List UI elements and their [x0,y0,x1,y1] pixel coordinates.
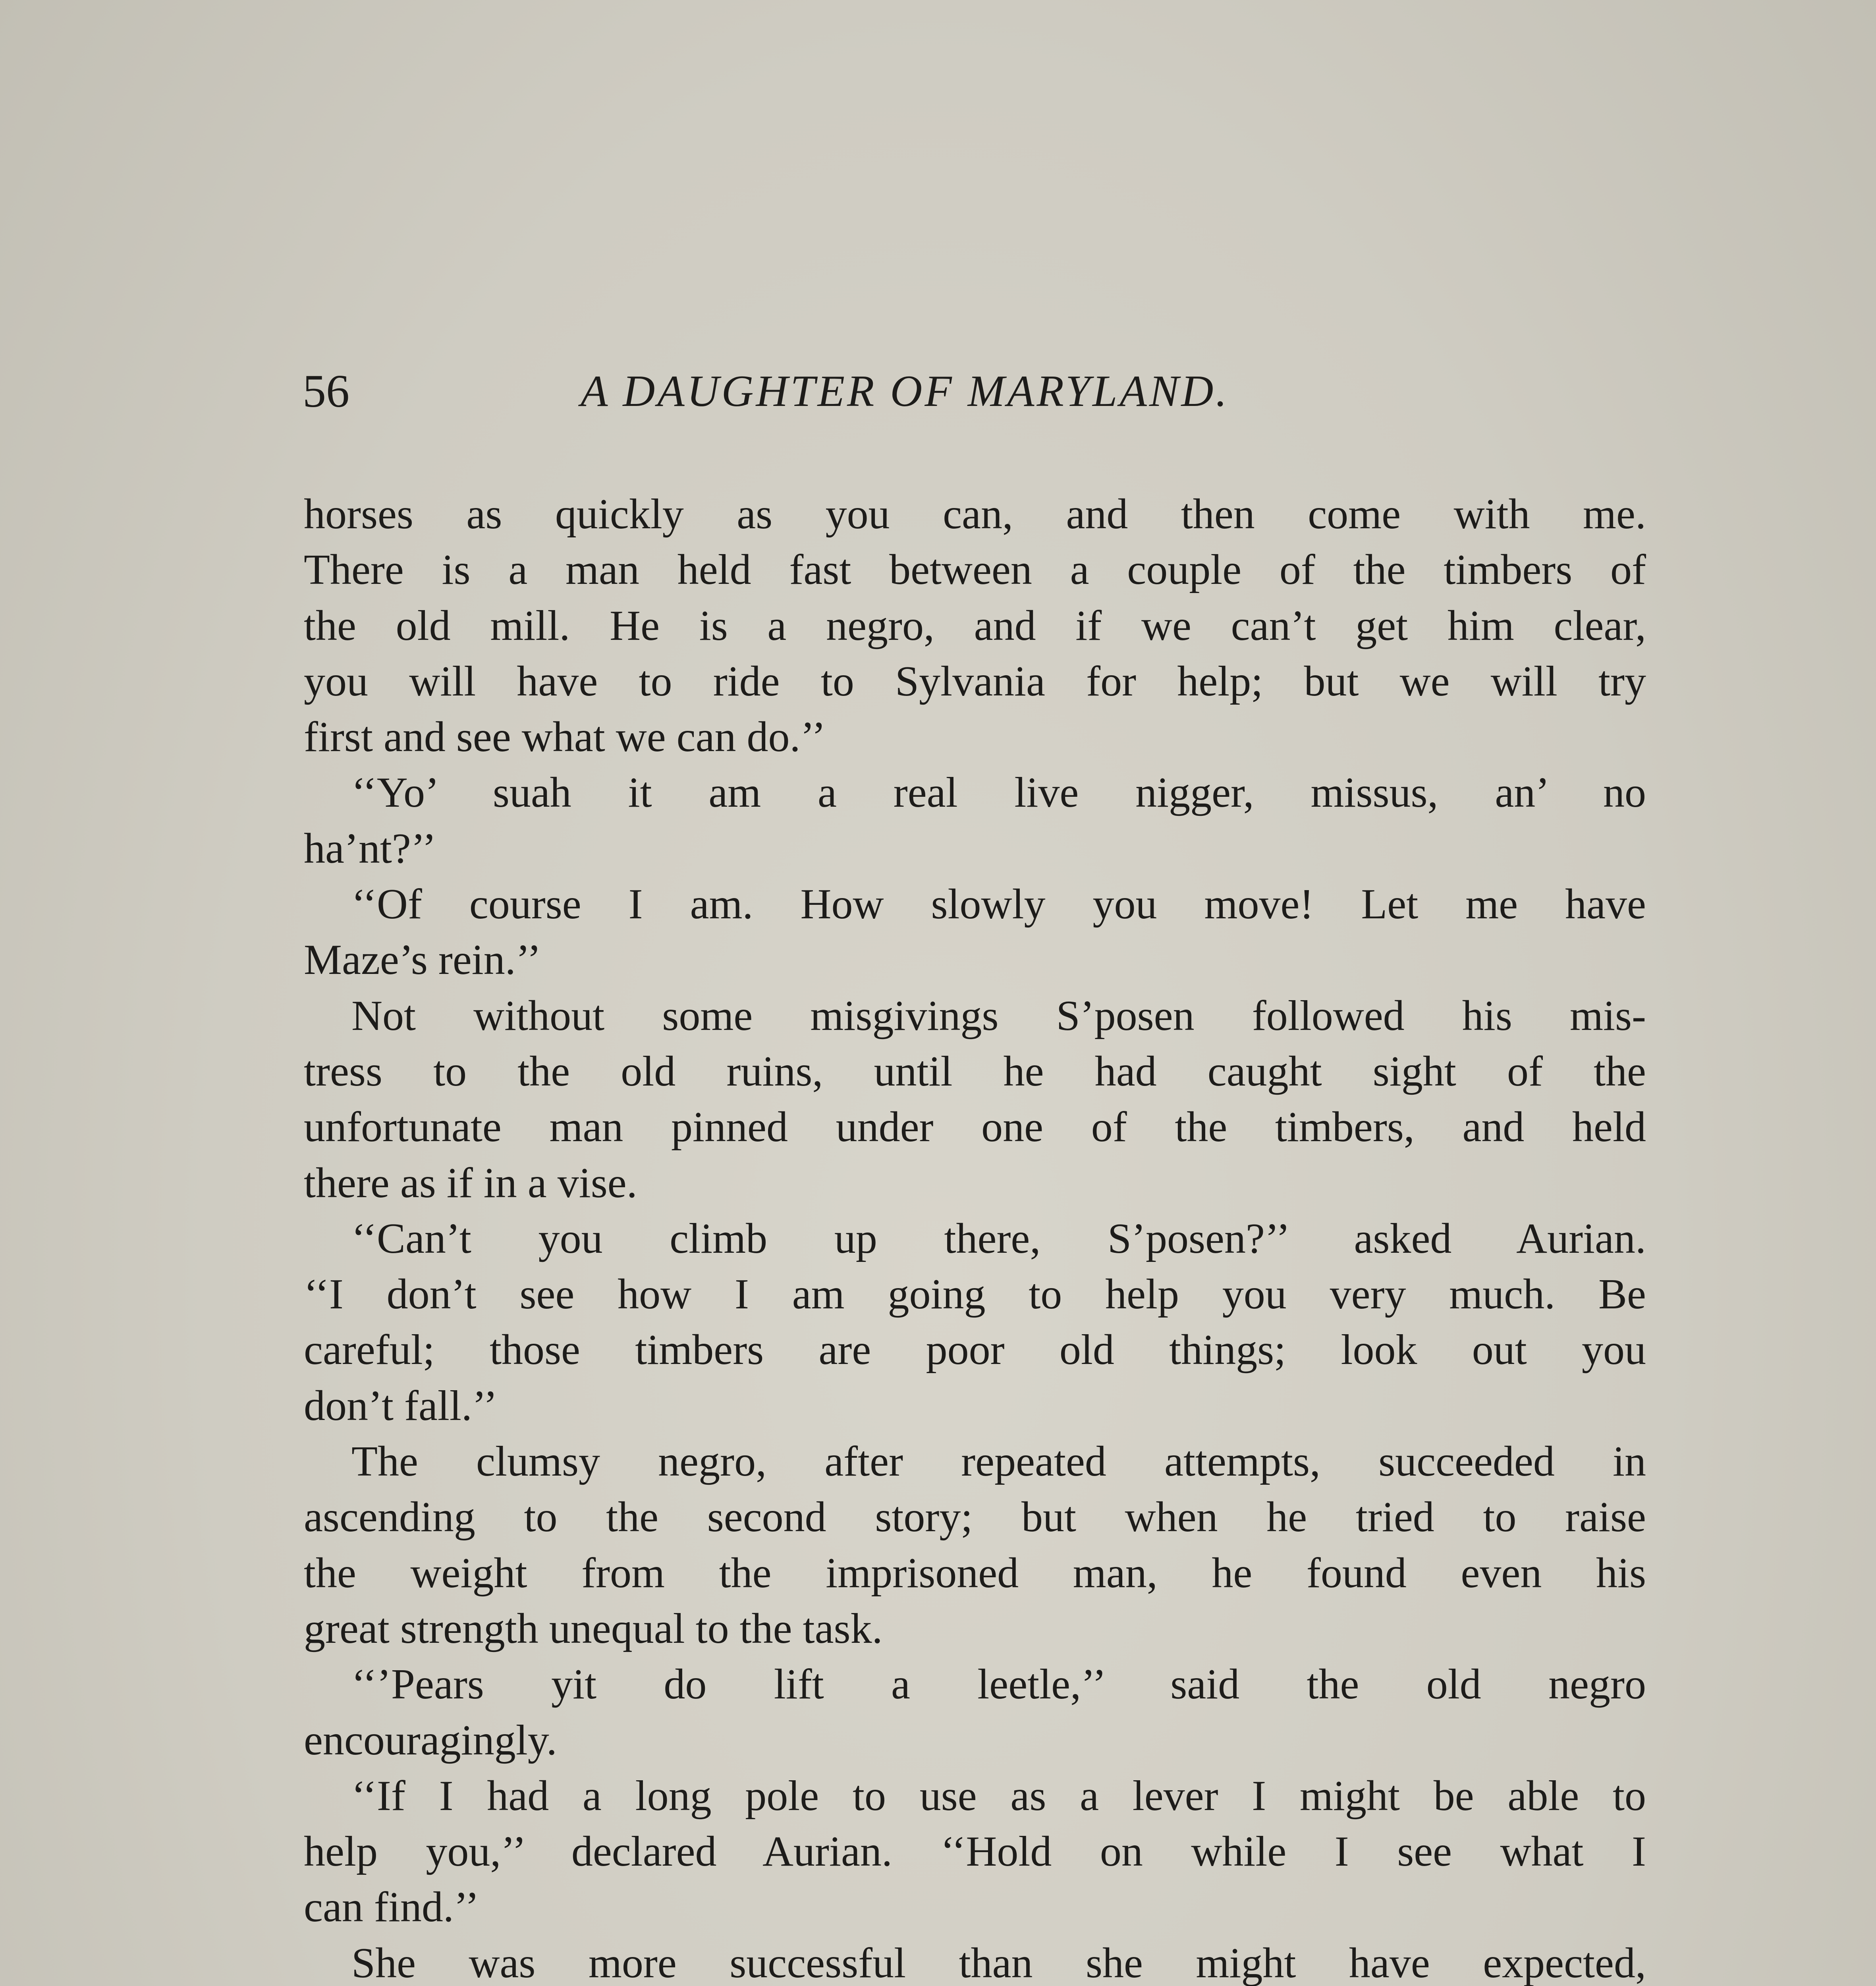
text-line: tress to the old ruins, until he had caught sight of the [304,1047,1646,1095]
text-line: There is a man held fast between a couple of the timbers of [304,546,1646,594]
text-line: ascending to the second story; but when he tried to raise [304,1493,1646,1541]
text-line: ‘‘Of course I am. How slowly you move! Let me have [351,881,1646,928]
text-line: The clumsy negro, after repeated attempts, succeeded in [351,1438,1646,1486]
text-line: ha’nt?’’ [304,825,436,872]
running-title: A DAUGHTER OF MARYLAND. [581,367,1229,416]
text-line: first and see what we can do.’’ [304,713,826,761]
running-head [303,357,1645,425]
text-line: She was more successful than she might have expected, [351,1939,1646,1986]
text-line: don’t fall.’’ [304,1382,498,1430]
text-line: there as if in a vise. [304,1159,637,1207]
text-line: Maze’s rein.’’ [304,936,541,984]
text-line: ‘‘I don’t see how I am going to help you very much. Be [304,1271,1646,1318]
text-line: Not without some misgivings S’posen followed his mis- [351,992,1646,1039]
text-line: horses as quickly as you can, and then come with me. [304,491,1646,538]
text-line: ‘‘’Pears yit do lift a leetle,’’ said the old negro [351,1661,1646,1708]
text-line: encouragingly. [304,1716,557,1764]
text-line: you will have to ride to Sylvania for help; but we will try [304,657,1646,705]
text-line: unfortunate man pinned under one of the timbers, and held [304,1103,1646,1151]
text-line: careful; those timbers are poor old things; look out you [304,1326,1646,1374]
text-line: ‘‘Yo’ suah it am a real live nigger, missus, an’ no [351,769,1646,817]
text-line: the old mill. He is a negro, and if we can’t get him clear, [304,602,1646,649]
body-text [304,487,1646,1986]
text-line: great strength unequal to the task. [304,1605,883,1652]
text-line: ‘‘If I had a long pole to use as a lever I might be able to [351,1772,1646,1820]
text-line: ‘‘Can’t you climb up there, S’posen?’’ asked Aurian. [351,1215,1646,1262]
text-line: the weight from the imprisoned man, he found even his [304,1549,1646,1597]
page-number: 56 [303,365,349,417]
text-line: can find.’’ [304,1884,479,1931]
text-line: help you,’’ declared Aurian. ‘‘Hold on while I see what I [304,1828,1646,1876]
